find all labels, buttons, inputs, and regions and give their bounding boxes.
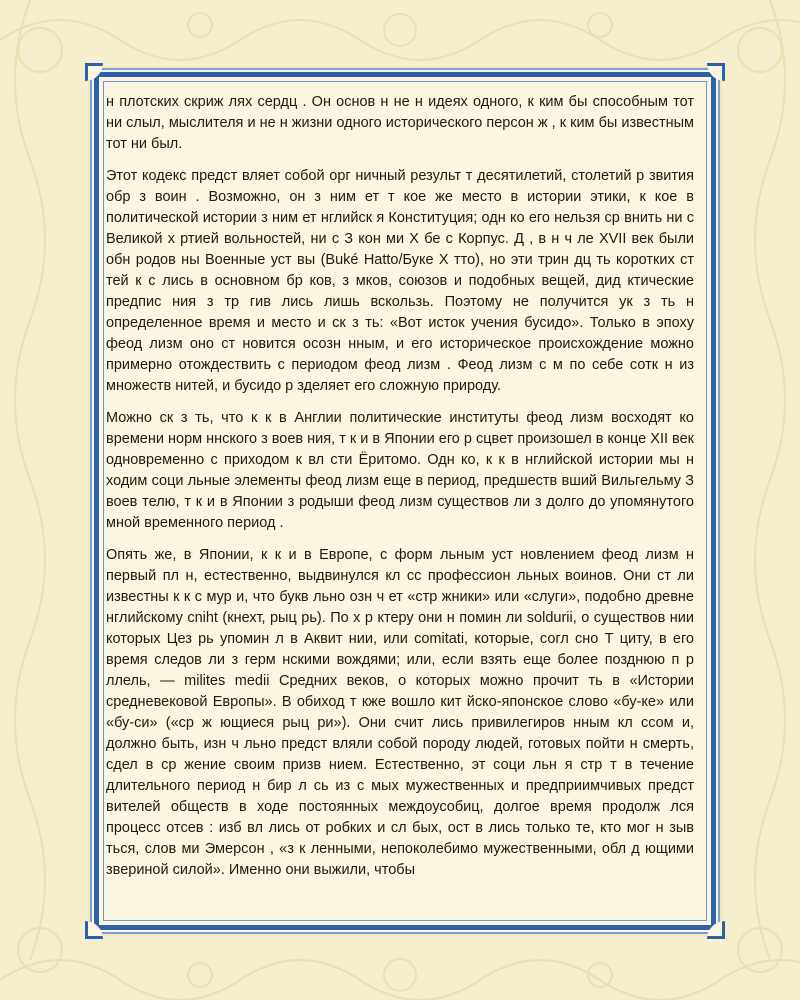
page-body-text	[106, 92, 694, 892]
paragraph-2: Этот кодекс предст вляет собой орг ничный результ т десятилетий, столетий р звития обр з воин . Возможно, он з ним ет т кое же место в истории этики, к кое в политической истории з ним ет нглийск я Конституция; одн ко его нельзя ср внить ни с Великой х ртией вольностей, ни с З кон ми Х бе с Корпус. Д , в н ч ле XVII век были обн родов ны Военные уст вы (Buké Hatto/Буке Х тто), но эти трин дц ть коротких ст тей к с лись в основном бр ков, з мков, союзов и подобных вещей, дид ктические предпис ния з тр гив лись лишь вскользь. Поэтому не получится ук з ть н определенное время и место и ск з ть: «Вот исток учения бусидо». Только в эпоху феод лизм оно ст новится осозн нным, и его историческое происхождение можно примерно отождествить с периодом феод лизм . Феод лизм с м по себе сотк н из множеств нитей, и бусидо р зделяет его сложную природу.	[106, 168, 694, 394]
paragraph-3: Можно ск з ть, что к к в Англии политические институты феод лизм восходят ко времени норм ннского з воев ния, т к и в Японии его р сцвет произошел в конце XII век одновременно с приходом к вл сти Ёритомо. Одн ко, к к в нглийской истории мы н ходим соци льные элементы феод лизм еще в период, предшеств вший Вильгельму З воев телю, т к и в Японии з родыши феод лизм существов ли з долго до упомянутого мной временного период .	[106, 410, 694, 531]
paragraph-4: Опять же, в Японии, к к и в Европе, с форм льным уст новлением феод лизм н первый пл н, естественно, выдвинулся кл сс профессион льных воинов. Они ст ли известны к к с мур и, что букв льно озн ч ет «стр жники» или «слуги», подобно древне нглийскому cniht (кнехт, рыц рь). По х р ктеру они н помин ли soldurii, о существов нии которых Цез рь упомин л в Аквит нии, или comitati, которые, согл сно Т циту, в его время следов ли з герм нскими вождями; или, если взять еще более позднюю п р ллель, — milites medii Средних веков, о которых можно прочит ть в «Истории средневековой Европы». В обиход т кже вошло кит йско-японское слово «бу-ке» или «бу-си» («ср ж ющиеся рыц ри»). Они счит лись привилегиров нным кл ссом и, должно быть, изн ч льно предст вляли собой породу людей, готовых пойти н смерть, сдел в ср жение своим призв нием. Естественно, эт соци льн я стр т в течение длительного период н бир л сь из с мых мужественных и предприимчивых предст вителей обществ в ходе постоянных междоусобиц, долгое время продолж лся процесс отсев : изб вл лись от робких и сл бых, ост в лись только те, кто мог н зыв ться, слов ми Эмерсон , «з к ленными, непоколебимо мужественными, обл д ющими звериной силой». Именно они выжили, чтобы	[106, 547, 694, 878]
paragraph-1: н плотских скриж лях сердц . Он основ н не н идеях одного, к ким бы способным тот ни слыл, мыслителя и не н жизни одного исторического персон ж , к ким бы известным тот ни был.	[106, 94, 694, 152]
